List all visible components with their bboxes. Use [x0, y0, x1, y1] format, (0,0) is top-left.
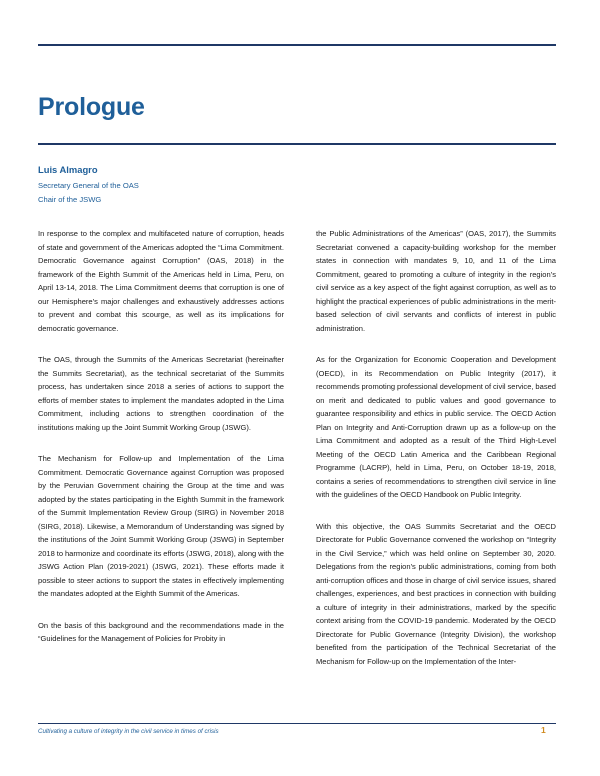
body-column-left [38, 227, 284, 664]
paragraph: The Mechanism for Follow-up and Implementation of the Lima Commitment. Democratic Governance against Corruption was proposed by the Peruvian Government chairing the Group at the time and was adopted by the states participating in the Eighth Summit in the framework of the Summit Implementation Review Group (SIRG) in November 2018 (SIRG, 2018). Likewise, a Memorandum of Understanding was signed by the institutions of the Joint Summit Working Group (JSWG) in September 2018 to harmonize and coordinate its efforts (JSWG, 2018), along with the JSWG Action Plan (2019-2021) (JSWG, 2021). These efforts made it possible to steer actions to support the states in effectively implementing the mandates adopted at the Eighth Summit of the Americas. [38, 454, 284, 598]
body-column-right [316, 227, 556, 686]
paragraph: the Public Administrations of the Americas” (OAS, 2017), the Summits Secretariat convened a capacity-building workshop for the member states in connection with mandates 9, 10, and 11 of the Lima Commitment, geared to promoting a culture of integrity in the region’s civil service as a key aspect of the fight against corruption, as well as to highlight the practical experiences of public administrations in the merit-based selection of civil servants and conflicts of interest in public administration. [316, 229, 556, 333]
paragraph: With this objective, the OAS Summits Secretariat and the OECD Directorate for Public Governance convened the workshop on “Integrity in the Civil Service,” which was held online on September 30, 2020. Delegations from the region’s public administrations, coming from both anti-corruption offices and those in charge of civil service issues, shared challenges, experiences, and best practices in connection with building a culture of integrity in their administrations, marked by the specific context arising from the COVID-19 pandemic. Moderated by the OECD Directorate for Public Governance (Integrity Division), the workshop benefited from the participation of the Technical Secretariat of the Mechanism for Follow-up on the Implementation of the Inter- [316, 521, 556, 666]
paragraph: As for the Organization for Economic Cooperation and Development (OECD), in its Recommendation on Public Integrity (2017), it recommends promoting professional development of civil service, based on merit and dedicated to public values and good governance to guarantee responsibility and ethics in public service. The OECD Action Plan on Integrity and Anti-Corruption drawn up as a follow-up on the Lima Commitment and adopted as a result of the Third High-Level Meeting of the OECD Latin America and the Caribbean Regional Programme (LACRP), held in Lima, Peru, on October 18-19, 2018, contains a series of recommendations to strengthen civil service in line with the guidelines of the OECD Handbook on Public Integrity. [316, 355, 556, 499]
footer-rule [38, 723, 556, 724]
header-rule [38, 44, 556, 46]
paragraph: The OAS, through the Summits of the Americas Secretariat (hereinafter the Summits Secretariat), as the technical secretariat of the Summits process, has undertaken since 2018 a series of actions to support the efforts of member states to implement the mandates adopted in the Lima Commitment, including actions to strengthen coordination of the institutions making up the Joint Summit Working Group (JSWG). [38, 355, 284, 432]
paragraph: On the basis of this background and the recommendations made in the “Guidelines for the Management of Policies for Probity in [38, 620, 284, 643]
page-number: 1 [541, 725, 546, 735]
footer-running-title: Cultivating a culture of integrity in the civil service in times of crisis [38, 728, 219, 735]
author-role: Secretary General of the OAS [38, 181, 139, 190]
page-title: Prologue [38, 93, 145, 121]
author-role: Chair of the JSWG [38, 195, 102, 204]
title-rule [38, 143, 556, 145]
author-name: Luis Almagro [38, 164, 98, 175]
paragraph: In response to the complex and multifaceted nature of corruption, heads of state and government of the Americas adopted the “Lima Commitment. Democratic Governance against Corruption” (OAS, 2018) in the framework of the Eighth Summit of the Americas held in Lima, Peru, on April 13-14, 2018. The Lima Commitment deems that corruption is one of our Hemisphere’s major challenges and exhaustively addresses actions to prevent and combat this scourge, as well as its implications for democratic governance. [38, 229, 284, 333]
